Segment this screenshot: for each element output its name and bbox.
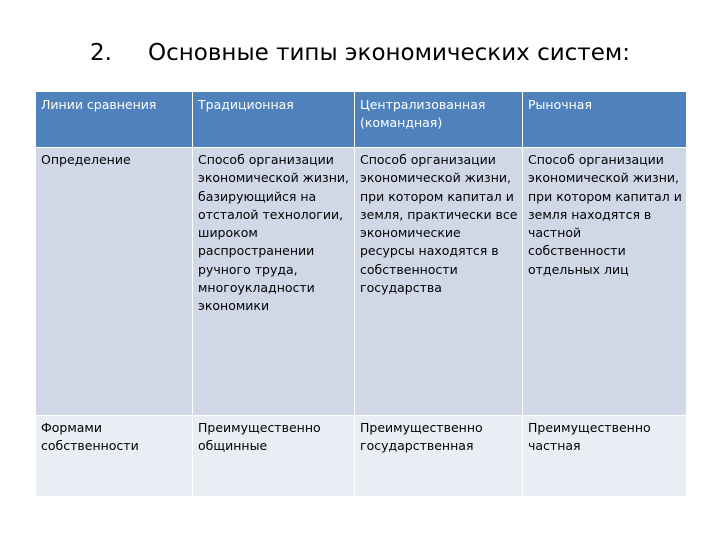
cell-ownership-traditional: Преимущественно общинные xyxy=(193,416,355,497)
row-label-ownership: Формами собственности xyxy=(36,416,193,497)
cell-definition-command: Способ организации экономической жизни, при котором капитал и земля, практически все экономические ресурсы находятся в собственности государства xyxy=(355,148,523,416)
cell-ownership-command: Преимущественно государственная xyxy=(355,416,523,497)
header-command: Централизованная (командная) xyxy=(355,92,523,148)
table-header-row xyxy=(36,92,687,148)
cell-ownership-market: Преимущественно частная xyxy=(523,416,687,497)
slide-title xyxy=(90,33,630,73)
title-text: Основные типы экономических систем: xyxy=(148,40,630,66)
title-number: 2. xyxy=(90,40,112,66)
row-label-definition: Определение xyxy=(36,148,193,416)
table-row xyxy=(36,416,687,497)
header-market: Рыночная xyxy=(523,92,687,148)
cell-definition-traditional: Способ организации экономической жизни, базирующийся на отсталой технологии, широком распространении ручного труда, многоукладности экономики xyxy=(193,148,355,416)
header-comparison-lines: Линии сравнения xyxy=(36,92,193,148)
comparison-table xyxy=(35,91,687,497)
header-traditional: Традиционная xyxy=(193,92,355,148)
table-row xyxy=(36,148,687,416)
cell-definition-market: Способ организации экономической жизни, при котором капитал и земля находятся в частной собственности отдельных лиц xyxy=(523,148,687,416)
